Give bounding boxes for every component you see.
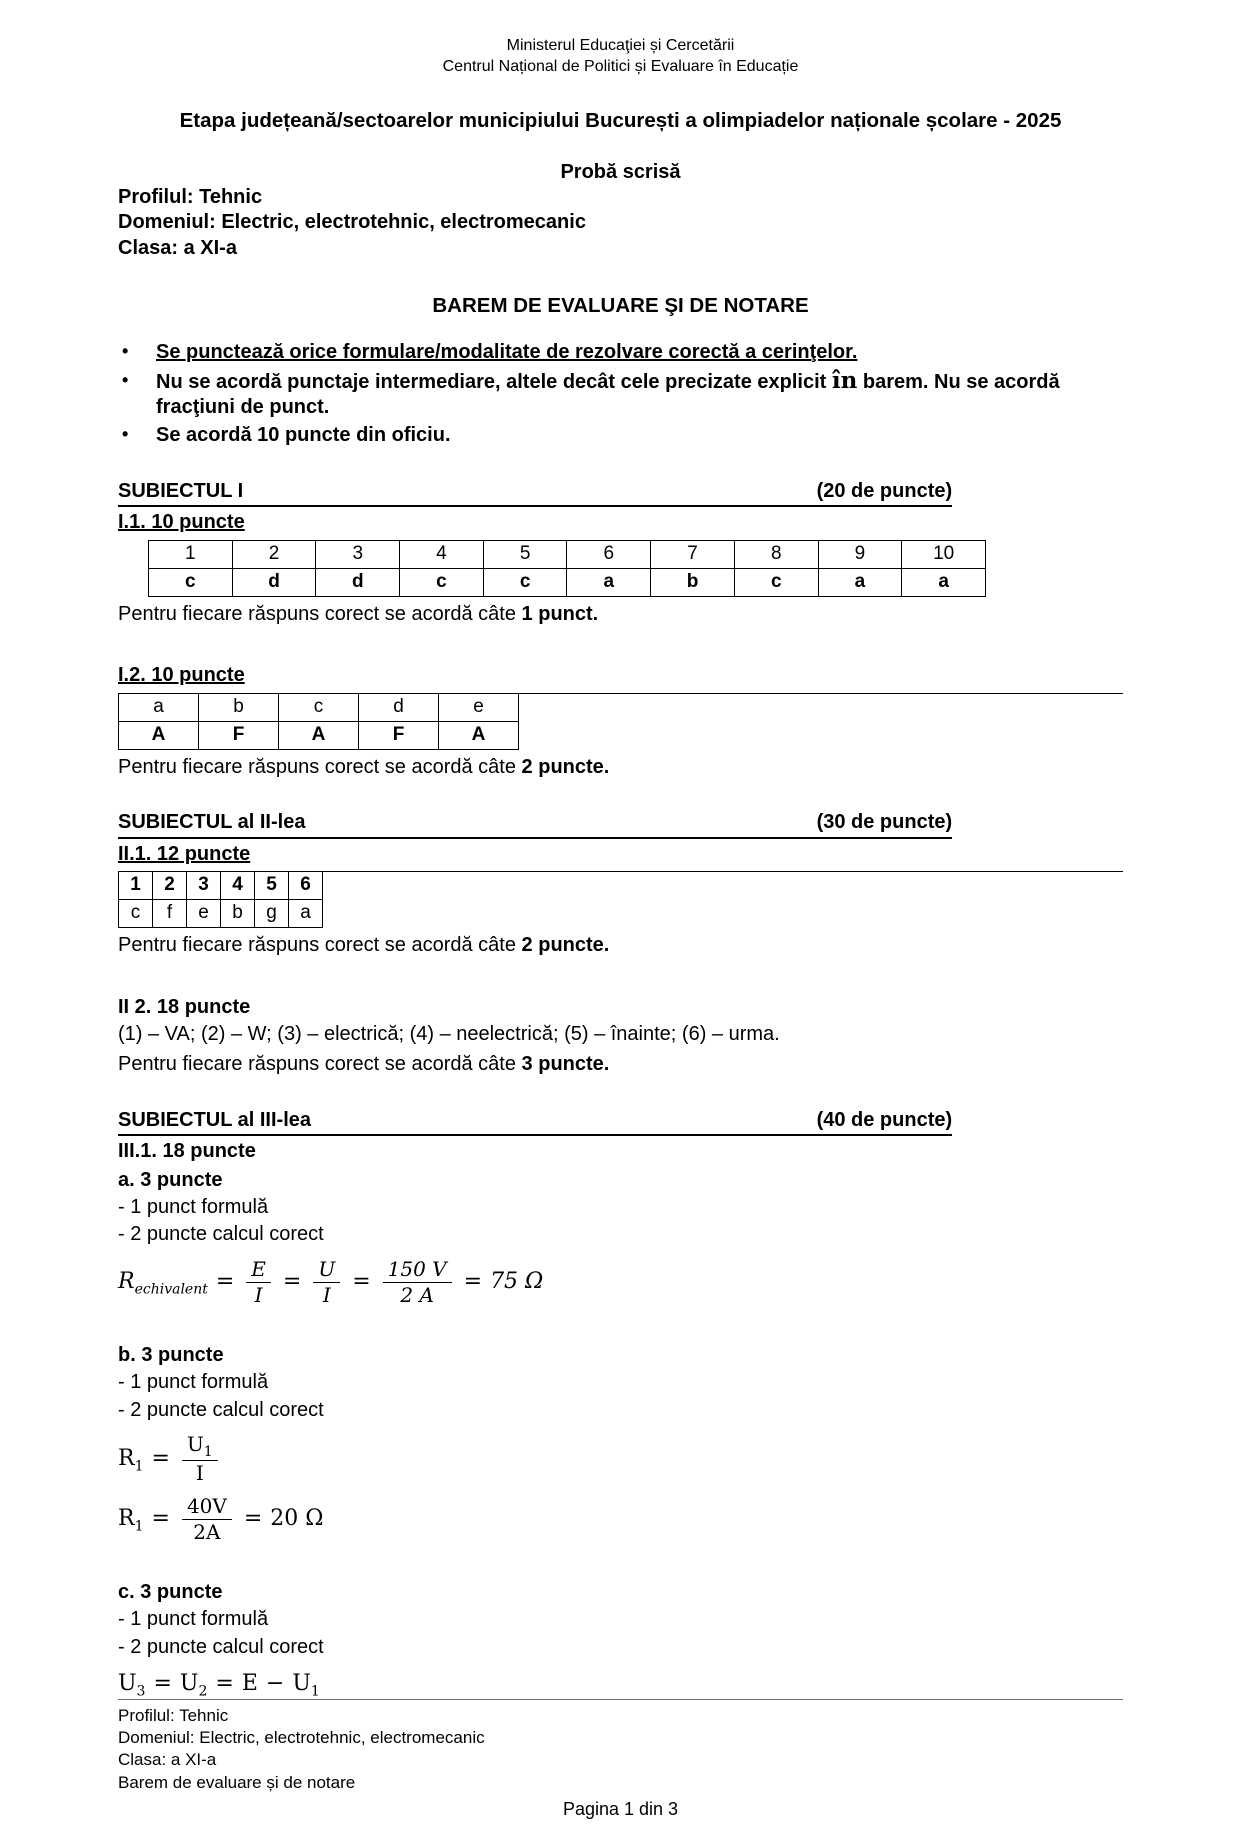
note-ii1-text: Pentru fiecare răspuns corect se acordă câte xyxy=(118,934,522,957)
barem-heading: BAREM DE EVALUARE ŞI DE NOTARE xyxy=(432,294,809,318)
t3-header-cell: 5 xyxy=(255,872,289,900)
t1-answer-cell: c xyxy=(484,569,568,597)
t1-header-cell: 2 xyxy=(233,541,317,569)
iii1-b-line2: - 2 puncte calcul corect xyxy=(118,1398,324,1421)
fraction-e-i xyxy=(246,1258,271,1307)
label-iii1: III.1. 18 puncte xyxy=(118,1140,256,1163)
rule-2-pre: Nu se acordă punctaje intermediare, altele decât cele precizate explicit xyxy=(156,370,832,393)
t2-header-cell: a xyxy=(119,694,199,722)
t2-answer-cell: F xyxy=(359,722,439,750)
t3-answer-cell: c xyxy=(119,900,153,928)
t3-header-cell: 6 xyxy=(289,872,323,900)
section-3-title: SUBIECTUL al III-lea xyxy=(118,1108,312,1131)
equals-sign: = xyxy=(352,1269,371,1295)
t2-header-cell: c xyxy=(279,694,359,722)
fraction-u1-i xyxy=(182,1433,218,1485)
answers-table-ii1 xyxy=(118,871,1123,928)
ministry-header xyxy=(118,36,1123,78)
rule-text-1: • Se punctează orice formulare/modalitate de rezolvare corectă a cerinţelor. xyxy=(156,341,858,364)
t2-answer-cell: A xyxy=(279,722,359,750)
rule-item-2 xyxy=(118,366,1123,421)
t1-header-cell: 4 xyxy=(400,541,484,569)
formula-a-r-sub: echivalent xyxy=(134,1281,208,1298)
answers-table-i2 xyxy=(118,693,1123,750)
formula-b2-r-sub: 1 xyxy=(134,1518,144,1535)
formula-b1-u: U xyxy=(186,1431,204,1456)
formula-b1-u-sub: 1 xyxy=(203,1443,213,1460)
fraction-den: I xyxy=(254,1282,263,1307)
fraction-num: 150 V xyxy=(383,1258,452,1283)
section-1-title: SUBIECTUL I xyxy=(118,479,244,502)
formula-b1-r-sub: 1 xyxy=(134,1458,144,1475)
t3-answer-cell: a xyxy=(289,900,323,928)
note-ii2-text: Pentru fiecare răspuns corect se acordă câte xyxy=(118,1053,522,1076)
t2-header-cell: b xyxy=(199,694,279,722)
equals-sign: = xyxy=(151,1506,170,1532)
section-2-heading-row xyxy=(118,810,952,838)
t1-answer-cell: c xyxy=(149,569,233,597)
formula-a-result: 75 Ω xyxy=(490,1269,544,1295)
t1-answer-cell: a xyxy=(567,569,651,597)
iii1-a-line1: - 1 punct formulă xyxy=(118,1196,269,1218)
formula-a-r: R xyxy=(118,1269,135,1295)
fraction-u-i xyxy=(313,1258,340,1307)
fraction-num: E xyxy=(246,1258,271,1283)
t2-header-cell: e xyxy=(439,694,519,722)
fraction-num: 40V xyxy=(182,1495,232,1520)
t3-answer-cell: e xyxy=(187,900,221,928)
formula-c-u1 xyxy=(292,1670,319,1698)
label-i2: I.2. 10 puncte xyxy=(118,664,245,687)
equals-sign: = xyxy=(215,1269,235,1295)
fraction-den: I xyxy=(322,1282,331,1307)
formula-b1-r: R xyxy=(118,1445,135,1471)
formula-c-u-sub1: 1 xyxy=(310,1683,320,1700)
formula-b2-var xyxy=(118,1505,144,1533)
t3-header-cell: 2 xyxy=(153,872,187,900)
footer-barem: Barem de evaluare și de notare xyxy=(118,1772,356,1792)
section-1-heading-row xyxy=(118,479,952,507)
formula-c-e: E xyxy=(241,1671,258,1697)
formula-r1-result xyxy=(118,1495,1123,1544)
fraction-num xyxy=(182,1433,218,1461)
formula-u3 xyxy=(118,1670,1123,1698)
ministry-line2: Centrul Național de Politici și Evaluare în Educație xyxy=(442,57,799,75)
t3-header-cell: 3 xyxy=(187,872,221,900)
section-2-title: SUBIECTUL al II-lea xyxy=(118,811,306,834)
meta-block xyxy=(118,185,1123,261)
section-1-points: (20 de puncte) xyxy=(816,479,953,502)
rule-2-emphasis: în xyxy=(831,366,858,394)
formula-c-u: U xyxy=(118,1671,137,1697)
rule-2-post: barem. Nu se acordă fracţiuni de punct. xyxy=(156,370,1060,418)
document-title: Etapa județeană/sectoarelor municipiului București a olimpiadelor naționale școlare - 2025 xyxy=(179,108,1062,132)
t2-header-cell: d xyxy=(359,694,439,722)
t3-answer-cell: f xyxy=(153,900,187,928)
note-ii1 xyxy=(118,933,1123,958)
note-i2 xyxy=(118,755,1123,780)
t1-header-cell: 5 xyxy=(484,541,568,569)
answers-table-i1 xyxy=(148,540,986,597)
t1-answer-cell: d xyxy=(233,569,317,597)
answers-ii2: (1) – VA; (2) – W; (3) – electrică; (4) – neelectrică; (5) – înainte; (6) – urma. xyxy=(118,1023,780,1046)
fraction-150v-2a xyxy=(383,1258,452,1307)
t3-answer-cell: g xyxy=(255,900,289,928)
note-i2-text: Pentru fiecare răspuns corect se acordă câte xyxy=(118,755,522,778)
t1-header-cell: 10 xyxy=(902,541,986,569)
meta-domeniu: Domeniul: Electric, electrotehnic, electromecanic xyxy=(118,211,586,234)
t2-answer-cell: A xyxy=(119,722,199,750)
t1-header-cell: 9 xyxy=(819,541,903,569)
meta-profil: Profilul: Tehnic xyxy=(118,186,263,209)
label-ii2: II 2. 18 puncte xyxy=(118,995,251,1018)
note-i1-text: Pentru fiecare răspuns corect se acordă câte xyxy=(118,602,522,625)
footer-clasa: Clasa: a XI-a xyxy=(118,1750,217,1770)
t2-answer-cell: F xyxy=(199,722,279,750)
ministry-line1: Ministerul Educaţiei și Cercetării xyxy=(506,37,735,54)
t1-answer-cell: a xyxy=(819,569,903,597)
t1-answer-cell: c xyxy=(400,569,484,597)
section-2-points: (30 de puncte) xyxy=(816,811,953,834)
fraction-40v-2a xyxy=(182,1495,232,1544)
formula-b1-var xyxy=(118,1445,144,1473)
label-ii1: II.1. 12 puncte xyxy=(118,842,251,865)
formula-r1-definition xyxy=(118,1433,1123,1485)
note-i1-points: 1 punct. xyxy=(521,602,599,625)
minus-sign: − xyxy=(265,1671,285,1697)
t3-header-cell: 4 xyxy=(221,872,255,900)
formula-c-u3 xyxy=(118,1670,145,1698)
label-i1: I.1. 10 puncte xyxy=(118,511,245,534)
label-iii1-b: b. 3 puncte xyxy=(118,1343,224,1366)
t3-header-cell: 1 xyxy=(119,872,153,900)
formula-a-var xyxy=(118,1268,208,1296)
fraction-den: I xyxy=(195,1460,204,1485)
equals-sign: = xyxy=(153,1671,172,1697)
formula-b2-r: R xyxy=(118,1506,135,1532)
footer-profil: Profilul: Tehnic xyxy=(118,1705,229,1725)
iii1-b-line1: - 1 punct formulă xyxy=(118,1371,269,1394)
iii1-c-line1: - 1 punct formulă xyxy=(118,1608,269,1631)
note-ii2 xyxy=(118,1052,1123,1077)
formula-b2-result: 20 Ω xyxy=(270,1506,324,1532)
rules-list xyxy=(118,337,1123,449)
rule-text-3: • Se acordă 10 puncte din oficiu. xyxy=(156,424,451,447)
page-number: Pagina 1 din 3 xyxy=(562,1799,679,1820)
t1-header-cell: 7 xyxy=(651,541,735,569)
equals-sign: = xyxy=(151,1445,170,1471)
t2-answer-cell: A xyxy=(439,722,519,750)
iii1-a-line2: - 2 puncte calcul corect xyxy=(118,1223,324,1246)
t1-answer-cell: a xyxy=(902,569,986,597)
section-3-points: (40 de puncte) xyxy=(816,1108,953,1131)
footer-domeniu: Domeniul: Electric, electrotehnic, electromecanic xyxy=(118,1727,485,1747)
t1-header-cell: 3 xyxy=(316,541,400,569)
note-ii2-points: 3 puncte. xyxy=(521,1053,610,1076)
formula-c-u-sub2: 2 xyxy=(198,1683,208,1700)
fraction-den: 2A xyxy=(193,1519,221,1544)
formula-c-u: U xyxy=(179,1671,199,1697)
formula-c-u: U xyxy=(292,1671,311,1697)
label-iii1-c: c. 3 puncte xyxy=(118,1580,223,1603)
iii1-c-line2: - 2 puncte calcul corect xyxy=(118,1635,324,1658)
t1-answer-cell: c xyxy=(735,569,819,597)
rule-item-3 xyxy=(118,423,1123,448)
formula-c-u2 xyxy=(180,1670,207,1698)
meta-clasa: Clasa: a XI-a xyxy=(118,236,237,259)
t3-answer-cell: b xyxy=(221,900,255,928)
t1-header-cell: 6 xyxy=(567,541,651,569)
equals-sign: = xyxy=(243,1506,263,1532)
t1-header-cell: 8 xyxy=(735,541,819,569)
t1-answer-cell: d xyxy=(316,569,400,597)
formula-r-echivalent xyxy=(118,1258,1123,1307)
rule-text-2 xyxy=(156,366,1123,421)
formula-c-u-sub3: 3 xyxy=(136,1683,146,1700)
page-footer xyxy=(118,1699,1123,1823)
equals-sign: = xyxy=(463,1269,483,1295)
section-3-heading-row xyxy=(118,1108,952,1136)
t1-answer-cell: b xyxy=(651,569,735,597)
note-i1 xyxy=(118,602,1123,627)
t1-header-cell: 1 xyxy=(149,541,233,569)
exam-type: Probă scrisă xyxy=(560,160,681,183)
note-ii1-points: 2 puncte. xyxy=(521,934,610,957)
rule-item-1 xyxy=(118,340,1123,365)
fraction-num: U xyxy=(313,1258,340,1283)
equals-sign: = xyxy=(282,1269,302,1295)
equals-sign: = xyxy=(215,1671,234,1697)
note-i2-points: 2 puncte. xyxy=(521,755,610,778)
fraction-den: 2 A xyxy=(400,1282,434,1307)
label-iii1-a: a. 3 puncte xyxy=(118,1168,223,1191)
